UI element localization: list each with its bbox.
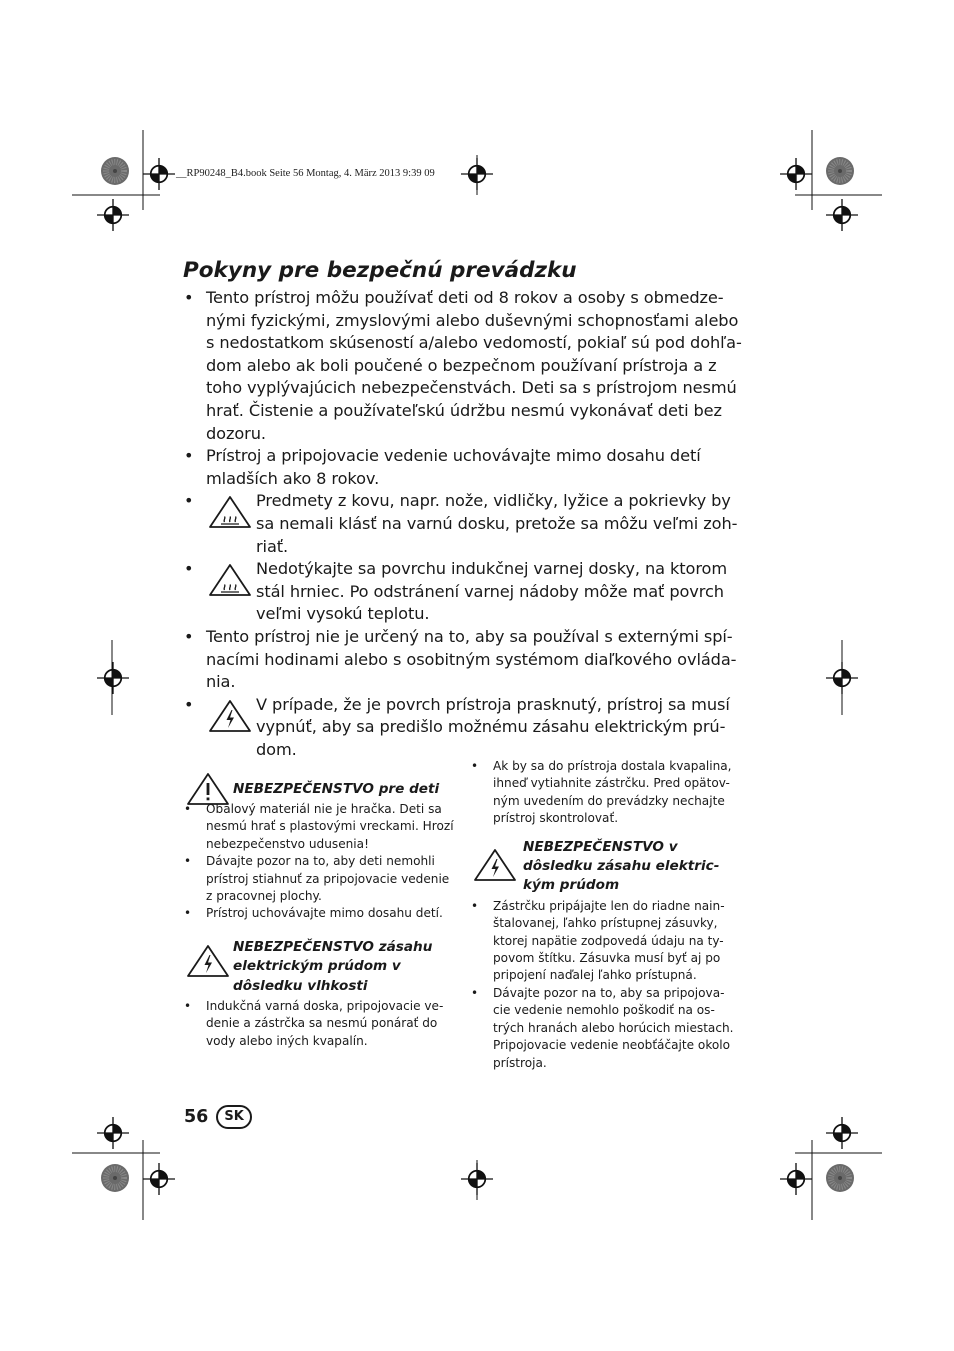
warning-title: NEBEZPEČENSTVO v dôsledku zásahu elektric- kým prúdom bbox=[523, 838, 720, 894]
registration-crosshair-icon bbox=[461, 1163, 493, 1195]
right-column bbox=[470, 758, 742, 1072]
warning-electric-list bbox=[470, 898, 742, 1072]
list-item bbox=[183, 905, 455, 922]
list-item bbox=[183, 287, 753, 445]
list-item bbox=[183, 801, 455, 853]
list-item-text: Predmety z kovu, napr. nože, vidličky, lyžice a pokrievky by sa nemali klásť na varnú dosku, pretože sa môžu veľmi zoh- riať. bbox=[256, 491, 738, 556]
bullet-dot: • bbox=[471, 898, 479, 913]
list-item bbox=[183, 445, 753, 490]
registration-crosshair-icon bbox=[143, 158, 175, 190]
warning-title: NEBEZPEČENSTVO zásahu elektrickým prúdom v dôsledku vlhkosti bbox=[233, 938, 433, 994]
list-item-text: Dávajte pozor na to, aby deti nemohli prístroj stiahnuť za pripojovacie vedenie z pracovnej plochy. bbox=[206, 854, 450, 904]
safety-instructions-list bbox=[183, 287, 753, 761]
starburst-registration-icon bbox=[100, 156, 130, 186]
list-item-text: Dávajte pozor na to, aby sa pripojova- cie vedenie nemohlo poškodiť na os- trých hranách alebo horúcich miestach. Pripojovacie vedenie neobťáčajte okolo prístroja. bbox=[493, 985, 734, 1070]
hot-surface-warning-icon bbox=[208, 563, 252, 604]
bullet-dot: • bbox=[184, 694, 194, 714]
bullet-dot: • bbox=[184, 446, 194, 466]
list-item-text: Prístroj uchovávajte mimo dosahu detí. bbox=[206, 906, 443, 921]
warning-electric-heading bbox=[470, 838, 742, 896]
bullet-dot: • bbox=[471, 985, 479, 1000]
list-item bbox=[470, 985, 742, 1072]
list-item-text: Obalový materiál nie je hračka. Deti sa nesmú hrať s plastovými vreckami. Hrozí nebezpečenstvo udusenia! bbox=[206, 802, 454, 851]
electric-shock-warning-icon bbox=[473, 848, 517, 886]
list-item-text: Tento prístroj môžu používať deti od 8 rokov a osoby s obmedze- nými fyzickými, zmyslovými alebo duševnými schopnosťami alebo s nedostatkom skúseností a/alebo vedomostí, pokiaľ sú pod dohľa- dom alebo ak boli poučené o bezpečnom používaní prístroja a z toho vyplývajúcich nebezpečenstvách. Deti sa s prístrojom nesmú hrať. Čistenie a používateľskú údržbu nesmú vykonávať deti bez dozoru. bbox=[206, 288, 742, 443]
list-item bbox=[183, 853, 455, 905]
list-item-text: Ak by sa do prístroja dostala kvapalina, ihneď vytiahnite zástrčku. Pred opätov- ným uvedením do prevádzky nechajte prístroj skontrolovať. bbox=[493, 759, 732, 826]
electric-shock-warning-icon bbox=[208, 699, 252, 740]
list-item bbox=[183, 558, 753, 626]
list-item bbox=[183, 626, 753, 694]
warning-children-list bbox=[183, 801, 455, 923]
liquid-warning-list bbox=[470, 758, 742, 828]
warning-moisture-list bbox=[183, 998, 455, 1050]
bullet-dot: • bbox=[184, 906, 192, 921]
registration-crosshair-icon bbox=[826, 199, 858, 231]
bullet-dot: • bbox=[184, 802, 192, 816]
list-item-text: Zástrčku pripájajte len do riadne nain- štalovanej, ľahko prístupnej zásuvky, ktorej napätie zodpovedá údaju na ty- povom štítku. Zásuvka musí byť aj po pripojení naďalej ľahko prístupná. bbox=[493, 898, 725, 983]
starburst-registration-icon bbox=[825, 1163, 855, 1193]
registration-crosshair-icon bbox=[780, 158, 812, 190]
registration-crosshair-icon bbox=[461, 158, 493, 190]
bullet-dot: • bbox=[184, 626, 194, 646]
list-item bbox=[183, 694, 753, 762]
starburst-registration-icon bbox=[100, 1163, 130, 1193]
warning-title: NEBEZPEČENSTVO pre deti bbox=[233, 781, 440, 797]
language-badge: SK bbox=[216, 1105, 251, 1129]
registration-crosshair-icon bbox=[97, 199, 129, 231]
registration-crosshair-icon bbox=[826, 662, 858, 694]
registration-crosshair-icon bbox=[97, 1117, 129, 1149]
page-title: Pokyny pre bezpečnú prevádzku bbox=[183, 258, 577, 283]
list-item bbox=[183, 490, 753, 558]
warning-moisture-heading bbox=[183, 938, 455, 996]
starburst-registration-icon bbox=[825, 156, 855, 186]
bullet-dot: • bbox=[184, 288, 194, 307]
bullet-dot: • bbox=[184, 854, 192, 869]
electric-shock-warning-icon bbox=[186, 944, 230, 982]
page-footer bbox=[184, 1104, 252, 1130]
list-item bbox=[183, 998, 455, 1050]
hot-surface-warning-icon bbox=[208, 495, 252, 536]
list-item-text: Prístroj a pripojovacie vedenie uchovávajte mimo dosahu detí mladších ako 8 rokov. bbox=[206, 446, 701, 488]
left-column bbox=[183, 770, 455, 1050]
print-file-info: __RP90248_B4.book Seite 56 Montag, 4. März 2013 9:39 09 bbox=[176, 168, 435, 179]
bullet-dot: • bbox=[184, 559, 194, 579]
page-number: 56 bbox=[184, 1107, 209, 1127]
list-item-text: Indukčná varná doska, pripojovacie ve- denie a zástrčka sa nesmú ponárať do vody alebo iných kvapalín. bbox=[206, 999, 444, 1048]
registration-crosshair-icon bbox=[143, 1163, 175, 1195]
list-item bbox=[470, 898, 742, 985]
list-item-text: Tento prístroj nie je určený na to, aby sa používal s externými spí- nacími hodinami alebo s osobitným systémom diaľkového ovláda- nia. bbox=[206, 626, 737, 692]
registration-crosshair-icon bbox=[780, 1163, 812, 1195]
list-item-text: Nedotýkajte sa povrchu indukčnej varnej dosky, na ktorom stál hrniec. Po odstránení varnej nádoby môže mať povrch veľmi vysokú teplotu. bbox=[256, 559, 728, 624]
registration-crosshair-icon bbox=[97, 662, 129, 694]
list-item-text: V prípade, že je povrch prístroja prasknutý, prístroj sa musí vypnúť, aby sa predišlo možnému zásahu elektrickým prú- dom. bbox=[256, 694, 730, 759]
bullet-dot: • bbox=[184, 999, 192, 1014]
bullet-dot: • bbox=[471, 759, 479, 773]
registration-crosshair-icon bbox=[826, 1117, 858, 1149]
list-item bbox=[470, 758, 742, 828]
warning-children-heading bbox=[183, 770, 455, 804]
bullet-dot: • bbox=[184, 491, 194, 511]
